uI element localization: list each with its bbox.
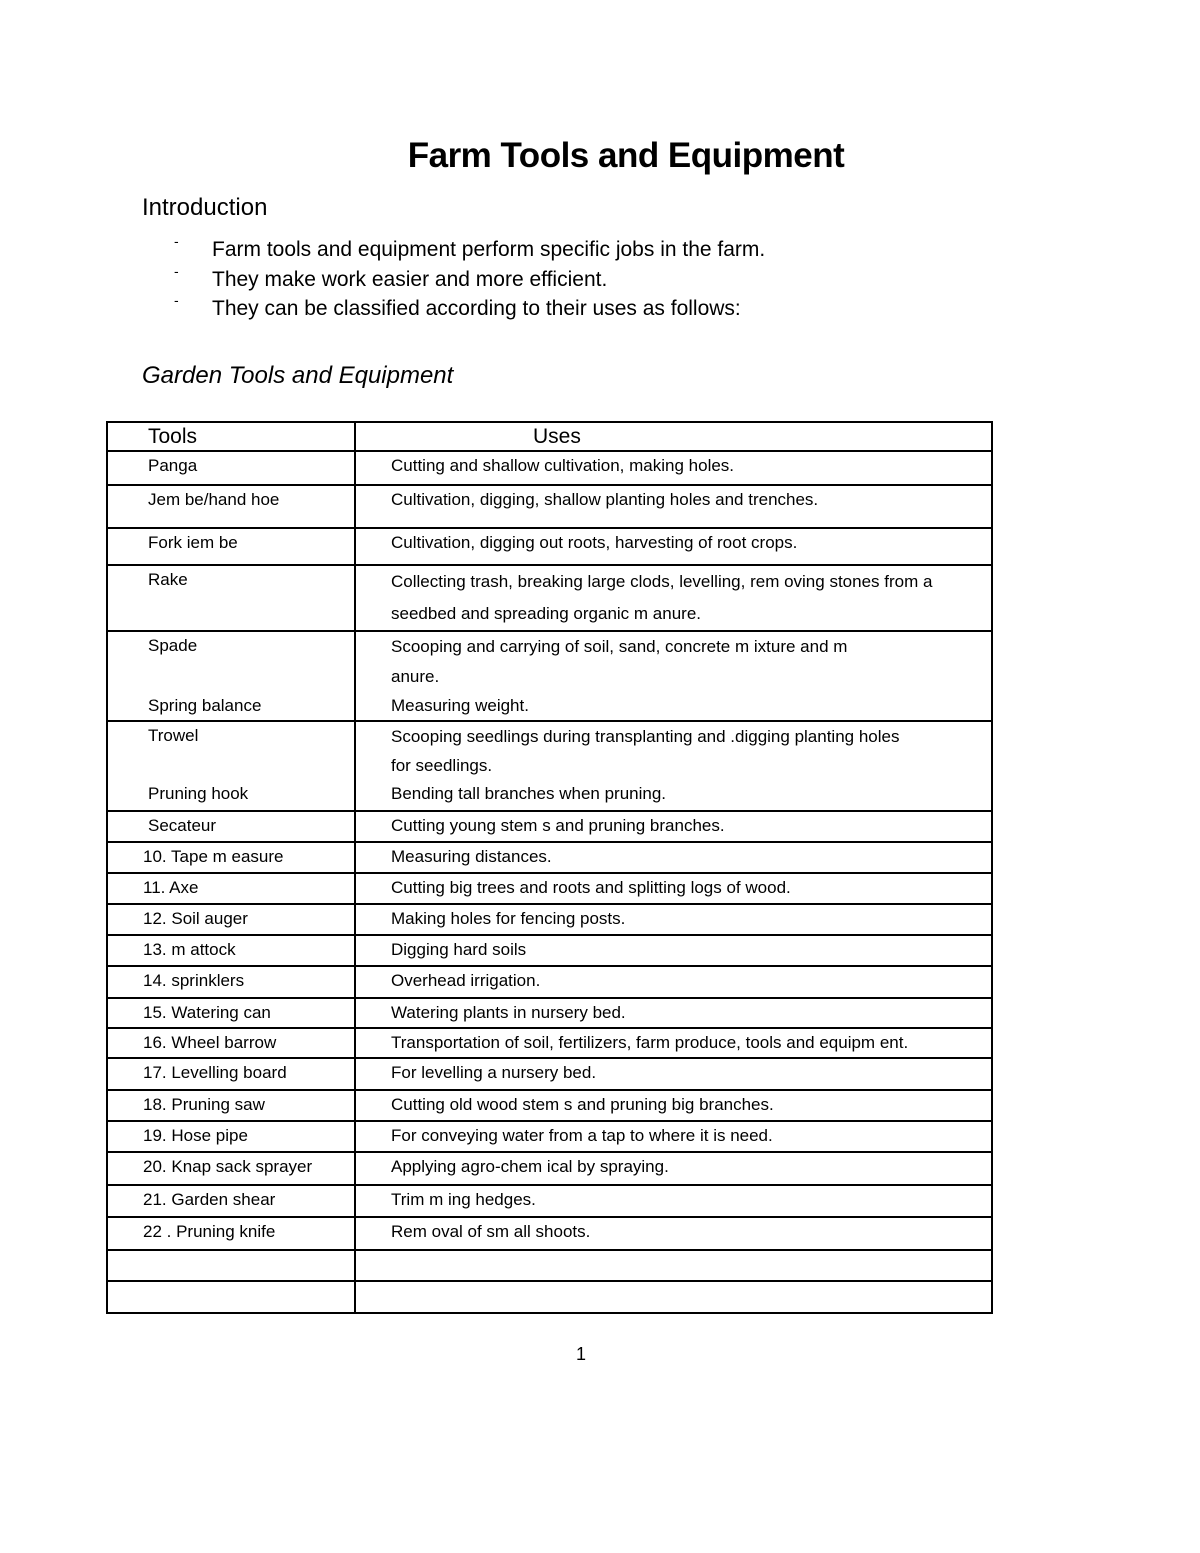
use-cell: Cutting big trees and roots and splitting logs of wood. bbox=[355, 873, 992, 904]
table-row bbox=[107, 631, 992, 721]
tool-cell: 12. Soil auger bbox=[107, 904, 355, 935]
use-cell bbox=[355, 631, 992, 721]
use-cell: Trim m ing hedges. bbox=[355, 1185, 992, 1217]
bullet-mark: - bbox=[174, 262, 179, 279]
tool-cell: 18. Pruning saw bbox=[107, 1090, 355, 1121]
use-cell: Transportation of soil, fertilizers, farm produce, tools and equipm ent. bbox=[355, 1028, 992, 1058]
tool-cell bbox=[107, 1281, 355, 1313]
use-cell: For levelling a nursery bed. bbox=[355, 1058, 992, 1090]
tool-cell: 16. Wheel barrow bbox=[107, 1028, 355, 1058]
tool-cell: 10. Tape m easure bbox=[107, 842, 355, 873]
tool-cell: Panga bbox=[107, 451, 355, 485]
use-cell: Making holes for fencing posts. bbox=[355, 904, 992, 935]
tool-cell: 17. Levelling board bbox=[107, 1058, 355, 1090]
use-cell: Cutting young stem s and pruning branches. bbox=[355, 811, 992, 842]
tool-cell: 20. Knap sack sprayer bbox=[107, 1152, 355, 1185]
tool-cell: Fork iem be bbox=[107, 528, 355, 565]
use-cell bbox=[355, 721, 992, 811]
tool-cell: 22 . Pruning knife bbox=[107, 1217, 355, 1250]
table-row bbox=[107, 1185, 992, 1217]
table-row bbox=[107, 1152, 992, 1185]
tool-cell: 21. Garden shear bbox=[107, 1185, 355, 1217]
use-cell: Measuring distances. bbox=[355, 842, 992, 873]
table-row bbox=[107, 1121, 992, 1152]
use-cell: Cultivation, digging out roots, harvesting of root crops. bbox=[355, 528, 992, 565]
table-row bbox=[107, 1217, 992, 1250]
tool-cell: 15. Watering can bbox=[107, 998, 355, 1028]
use-text: Scooping and carrying of soil, sand, concrete m ixture and m anure. bbox=[391, 637, 848, 686]
column-header-tools: Tools bbox=[107, 422, 355, 451]
tool-name: Spade bbox=[148, 636, 198, 655]
tool-cell bbox=[107, 631, 355, 721]
tool-cell: 13. m attock bbox=[107, 935, 355, 966]
use-cell: For conveying water from a tap to where it is need. bbox=[355, 1121, 992, 1152]
table-row bbox=[107, 528, 992, 565]
bullet-text: Farm tools and equipment perform specific jobs in the farm. bbox=[212, 238, 766, 261]
tool-cell: Rake bbox=[107, 565, 355, 631]
tool-cell: 14. sprinklers bbox=[107, 966, 355, 998]
table-row bbox=[107, 1281, 992, 1313]
table-row bbox=[107, 935, 992, 966]
table-row bbox=[107, 1090, 992, 1121]
table-row bbox=[107, 904, 992, 935]
table-row bbox=[107, 842, 992, 873]
table-row bbox=[107, 1058, 992, 1090]
tool-cell: Secateur bbox=[107, 811, 355, 842]
tool-cell: Jem be/hand hoe bbox=[107, 485, 355, 528]
table-row bbox=[107, 565, 992, 631]
use-cell: Applying agro-chem ical by spraying. bbox=[355, 1152, 992, 1185]
table-row bbox=[107, 1250, 992, 1281]
tools-table bbox=[106, 421, 993, 1314]
use-cell bbox=[355, 1250, 992, 1281]
section-heading: Garden Tools and Equipment bbox=[142, 362, 454, 389]
bullet-text: They make work easier and more efficient. bbox=[212, 267, 608, 291]
use-cell: Collecting trash, breaking large clods, levelling, rem oving stones from a seedbed and spreading organic m anure. bbox=[355, 565, 992, 631]
tool-name: Trowel bbox=[148, 726, 199, 745]
table-row bbox=[107, 1028, 992, 1058]
use-text: Measuring weight. bbox=[391, 696, 529, 715]
bullet-mark: - bbox=[174, 233, 179, 249]
use-cell: Cutting and shallow cultivation, making holes. bbox=[355, 451, 992, 485]
use-cell: Cutting old wood stem s and pruning big branches. bbox=[355, 1090, 992, 1121]
table-row bbox=[107, 966, 992, 998]
table-row bbox=[107, 998, 992, 1028]
bullet-mark: - bbox=[174, 292, 179, 308]
page-number: 1 bbox=[575, 1344, 586, 1364]
table-row bbox=[107, 485, 992, 528]
tool-cell bbox=[107, 1250, 355, 1281]
tool-name: Pruning hook bbox=[148, 784, 249, 803]
use-cell: Digging hard soils bbox=[355, 935, 992, 966]
tool-cell: 19. Hose pipe bbox=[107, 1121, 355, 1152]
use-cell: Overhead irrigation. bbox=[355, 966, 992, 998]
page-title: Farm Tools and Equipment bbox=[407, 136, 845, 175]
bullet-text: They can be classified according to their uses as follows: bbox=[212, 297, 741, 320]
use-text: Scooping seedlings during transplanting and .digging planting holes for seedlings. bbox=[391, 727, 900, 775]
table-row bbox=[107, 721, 992, 811]
table-row bbox=[107, 873, 992, 904]
table-row bbox=[107, 811, 992, 842]
tool-cell bbox=[107, 721, 355, 811]
table-row bbox=[107, 451, 992, 485]
intro-heading: Introduction bbox=[142, 194, 268, 221]
use-cell: Cultivation, digging, shallow planting holes and trenches. bbox=[355, 485, 992, 528]
use-text: Bending tall branches when pruning. bbox=[391, 784, 667, 803]
use-cell: Watering plants in nursery bed. bbox=[355, 998, 992, 1028]
table-header-row bbox=[107, 422, 992, 451]
tool-cell: 11. Axe bbox=[107, 873, 355, 904]
tool-name: Spring balance bbox=[148, 696, 262, 715]
column-header-uses: Uses bbox=[355, 422, 992, 451]
use-cell bbox=[355, 1281, 992, 1313]
use-cell: Rem oval of sm all shoots. bbox=[355, 1217, 992, 1250]
